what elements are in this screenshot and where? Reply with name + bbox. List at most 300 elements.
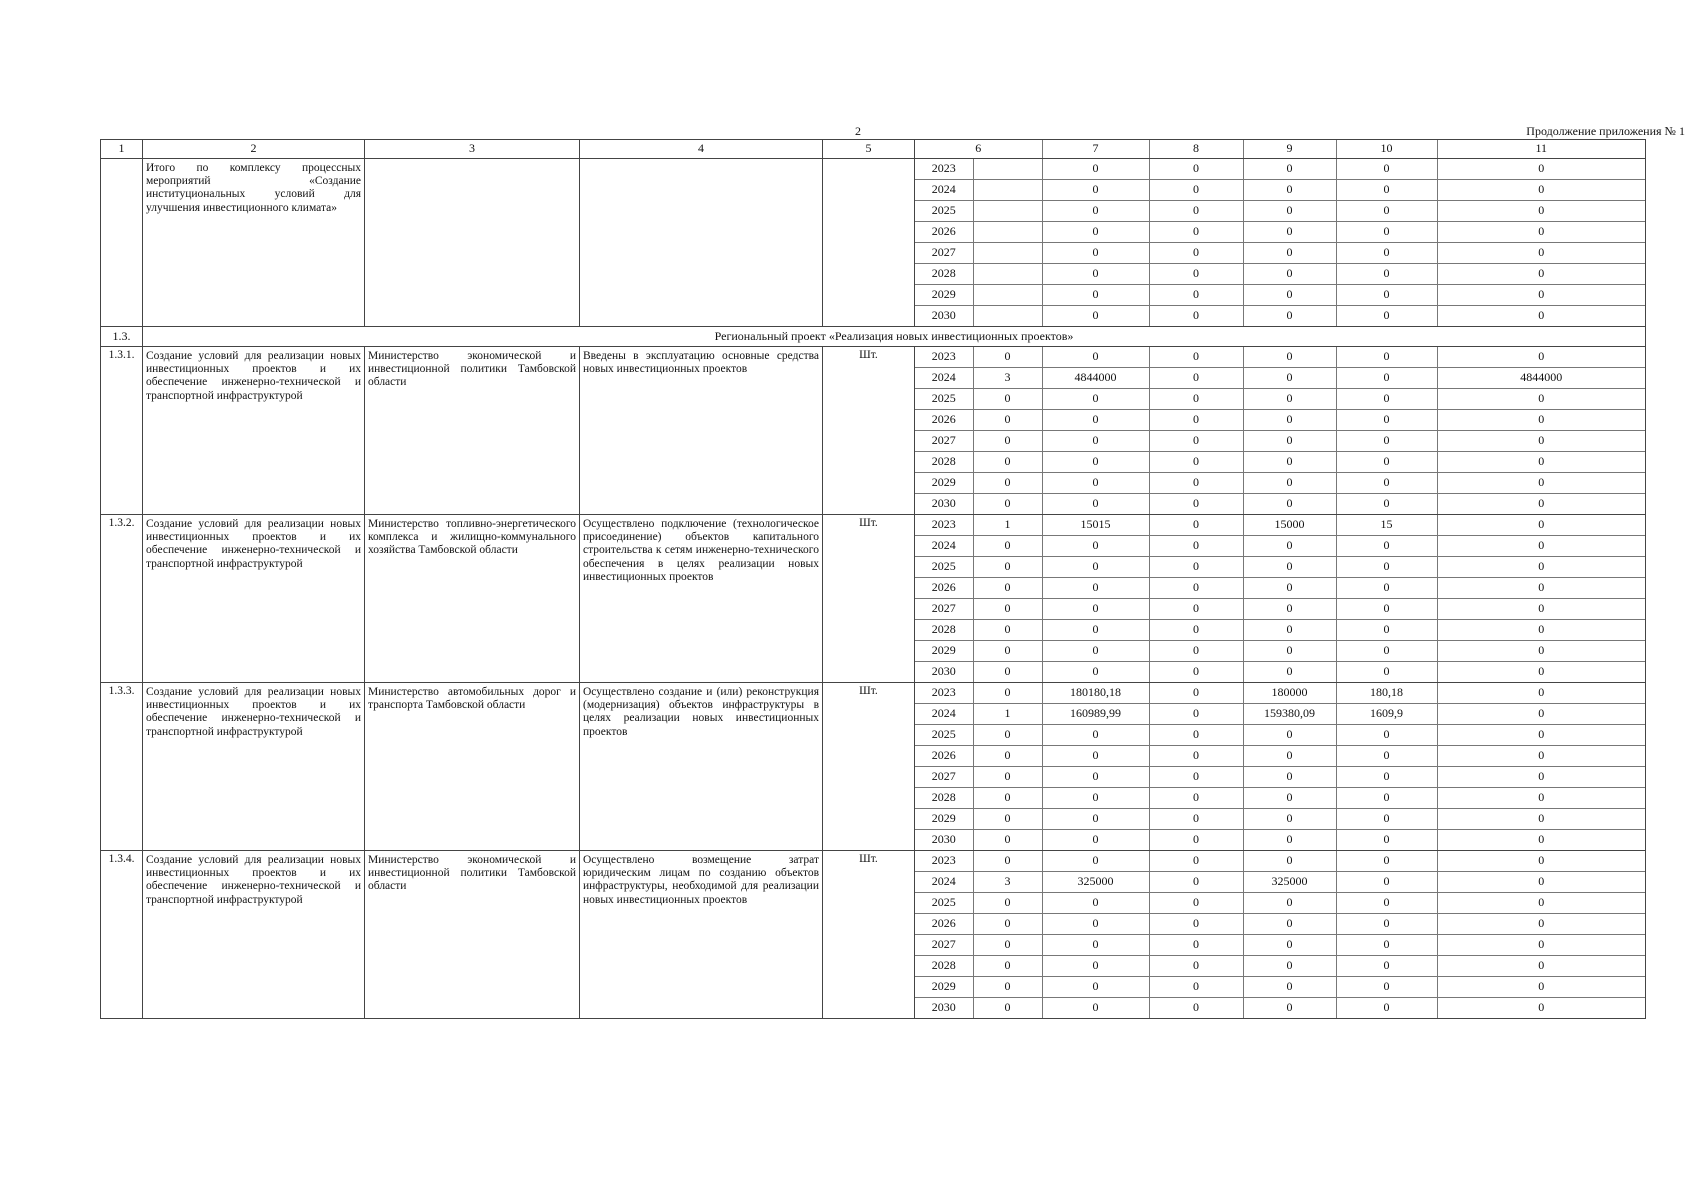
value-cell-c6 [973, 180, 1042, 201]
year-values-table [915, 347, 1645, 514]
value-cell-c10: 0 [1336, 578, 1437, 599]
measure-code: 1.3.4. [101, 851, 143, 1019]
year-row [915, 767, 1645, 788]
value-cell-c7: 0 [1042, 977, 1149, 998]
year-row [915, 285, 1645, 306]
value-cell-c7: 0 [1042, 347, 1149, 368]
value-cell-c7: 0 [1042, 264, 1149, 285]
value-cell-c8: 0 [1149, 935, 1243, 956]
year-cell: 2030 [915, 662, 973, 683]
header-col-7: 7 [1042, 140, 1149, 158]
year-cell: 2029 [915, 473, 973, 494]
year-cell: 2030 [915, 998, 973, 1019]
value-cell-c9: 0 [1243, 641, 1336, 662]
value-cell-c6 [973, 222, 1042, 243]
year-row [915, 222, 1645, 243]
value-cell-c11: 0 [1437, 347, 1645, 368]
value-cell-c6: 0 [973, 494, 1042, 515]
value-cell-c8: 0 [1149, 872, 1243, 893]
value-cell-c9: 325000 [1243, 872, 1336, 893]
value-cell-c6: 0 [973, 578, 1042, 599]
value-cell-c11: 0 [1538, 832, 1545, 847]
value-cell-c10: 0 [1336, 410, 1437, 431]
measure-values [915, 347, 1646, 515]
value-cell-c9: 0 [1243, 494, 1336, 515]
year-row [915, 872, 1645, 893]
value-cell-c11: 0 [1437, 620, 1645, 641]
year-row [915, 809, 1645, 830]
summary-unit [823, 159, 915, 327]
year-row [915, 306, 1645, 327]
value-cell-c7: 0 [1042, 662, 1149, 683]
value-cell-c7: 0 [1042, 180, 1149, 201]
value-cell-c6: 3 [973, 368, 1042, 389]
value-cell-c9: 0 [1243, 557, 1336, 578]
value-cell-c6: 0 [973, 851, 1042, 872]
value-cell-c10: 0 [1336, 285, 1437, 306]
value-cell-c8: 0 [1149, 389, 1243, 410]
measure-name: Создание условий для реализации новых инвестиционных проектов и их обеспечение инженерно-технической и транспортной инфраструктурой [143, 851, 365, 1019]
measure-code: 1.3.3. [101, 683, 143, 851]
value-cell-c6: 0 [973, 935, 1042, 956]
measure-unit: Шт. [823, 347, 915, 515]
value-cell-c8: 0 [1149, 851, 1243, 872]
value-cell-c7: 0 [1042, 222, 1149, 243]
year-row [915, 410, 1645, 431]
year-cell: 2025 [915, 725, 973, 746]
value-cell-c10: 0 [1336, 620, 1437, 641]
value-cell-c9: 0 [1243, 956, 1336, 977]
value-cell-c7: 0 [1042, 935, 1149, 956]
value-cell-c6 [973, 201, 1042, 222]
year-cell: 2030 [915, 494, 973, 515]
value-cell-c10: 0 [1336, 851, 1437, 872]
value-cell-c8: 0 [1149, 285, 1243, 306]
value-cell-c7: 0 [1042, 201, 1149, 222]
measure-block [101, 683, 1646, 851]
header-col-1: 1 [101, 140, 143, 159]
value-cell-c9: 0 [1243, 998, 1336, 1019]
value-cell-c9: 0 [1243, 347, 1336, 368]
value-cell-c6 [973, 285, 1042, 306]
value-cell-c11: 0 [1437, 515, 1645, 536]
year-cell: 2027 [915, 243, 973, 264]
value-cell-c6: 0 [973, 788, 1042, 809]
value-cell-c8: 0 [1149, 222, 1243, 243]
value-cell-c9: 0 [1243, 201, 1336, 222]
value-cell-c11: 0 [1437, 704, 1645, 725]
value-cell-c6 [973, 306, 1042, 327]
value-cell-c11: 0 [1437, 431, 1645, 452]
value-cell-c11: 0 [1437, 914, 1645, 935]
year-cell: 2028 [915, 788, 973, 809]
value-cell-c7: 0 [1042, 473, 1149, 494]
value-cell-c7: 0 [1042, 494, 1149, 515]
measure-unit: Шт. [823, 683, 915, 851]
measure-responsible: Министерство экономической и инвестиционной политики Тамбовской области [365, 851, 580, 1019]
measure-responsible: Министерство экономической и инвестиционной политики Тамбовской области [365, 347, 580, 515]
measure-unit: Шт. [823, 851, 915, 1019]
value-cell-c11: 0 [1437, 473, 1645, 494]
value-cell-c10: 0 [1336, 431, 1437, 452]
value-cell-c8: 0 [1149, 494, 1243, 515]
year-cell: 2029 [915, 641, 973, 662]
measure-values [915, 851, 1646, 1019]
value-cell-c9: 0 [1243, 368, 1336, 389]
value-cell-c10: 0 [1336, 389, 1437, 410]
measure-block [101, 347, 1646, 515]
value-cell-c10: 0 [1336, 536, 1437, 557]
value-cell-c6: 0 [973, 599, 1042, 620]
value-cell-c7: 0 [1042, 431, 1149, 452]
value-cell-c9: 0 [1243, 431, 1336, 452]
value-cell-c7: 0 [1042, 830, 1149, 851]
value-cell-c8: 0 [1149, 515, 1243, 536]
header-col-4: 4 [580, 140, 823, 159]
value-cell-c10: 180,18 [1336, 683, 1437, 704]
value-cell-c9: 159380,09 [1243, 704, 1336, 725]
value-cell-c10: 0 [1336, 201, 1437, 222]
value-cell-c11: 0 [1437, 893, 1645, 914]
summary-result [580, 159, 823, 327]
value-cell-c10: 0 [1336, 830, 1437, 851]
value-cell-c9: 0 [1243, 389, 1336, 410]
value-cell-c8: 0 [1149, 767, 1243, 788]
value-cell-c7: 0 [1042, 557, 1149, 578]
value-cell-c9: 0 [1243, 473, 1336, 494]
year-cell: 2023 [915, 683, 973, 704]
value-cell-c10: 0 [1336, 557, 1437, 578]
value-cell-c11: 0 [1437, 683, 1645, 704]
year-row [915, 620, 1645, 641]
value-cell-c6: 3 [973, 872, 1042, 893]
value-cell-c11: 0 [1437, 285, 1645, 306]
value-cell-c9: 0 [1243, 410, 1336, 431]
value-cell-c6: 0 [973, 410, 1042, 431]
value-cell-c6: 0 [973, 767, 1042, 788]
value-cell-c8: 0 [1149, 809, 1243, 830]
value-cell-c9: 0 [1243, 452, 1336, 473]
value-cell-c11: 0 [1437, 872, 1645, 893]
year-row [915, 473, 1645, 494]
value-cell-c10: 0 [1336, 767, 1437, 788]
value-cell-c11: 0 [1437, 536, 1645, 557]
value-cell-c10: 0 [1336, 368, 1437, 389]
year-values-table [915, 515, 1645, 682]
measure-result: Осуществлено возмещение затрат юридическим лицам по созданию объектов инфраструктуры, необходимой для реализации новых инвестиционных проектов [580, 851, 823, 1019]
header-col-3: 3 [365, 140, 580, 159]
measure-block [101, 515, 1646, 683]
value-cell-c10: 1609,9 [1336, 704, 1437, 725]
value-cell-c8: 0 [1149, 368, 1243, 389]
measure-values [915, 683, 1646, 851]
year-cell: 2026 [915, 746, 973, 767]
year-row [915, 830, 1645, 851]
year-cell: 2029 [915, 977, 973, 998]
value-cell-c9: 0 [1243, 578, 1336, 599]
value-cell-c7: 0 [1042, 914, 1149, 935]
value-cell-c7: 0 [1042, 389, 1149, 410]
value-cell-c7: 0 [1042, 998, 1149, 1019]
value-cell-c6: 0 [973, 809, 1042, 830]
value-cell-c9: 0 [1243, 306, 1336, 327]
value-cell-c9: 0 [1243, 893, 1336, 914]
value-cell-c10: 0 [1336, 872, 1437, 893]
measure-values [915, 515, 1646, 683]
value-cell-c8: 0 [1149, 893, 1243, 914]
header-col-6: 6 [915, 140, 1042, 158]
measure-result: Введены в эксплуатацию основные средства новых инвестиционных проектов [580, 347, 823, 515]
value-cell-c8: 0 [1149, 599, 1243, 620]
value-cell-c8: 0 [1149, 704, 1243, 725]
header-col-10: 10 [1336, 140, 1437, 158]
value-cell-c9: 0 [1243, 159, 1336, 180]
year-cell: 2023 [915, 851, 973, 872]
value-cell-c6: 0 [973, 347, 1042, 368]
year-row [915, 683, 1645, 704]
value-cell-c10: 0 [1336, 306, 1437, 327]
year-cell: 2030 [915, 306, 973, 327]
value-cell-c6: 0 [973, 893, 1042, 914]
value-cell-c9: 0 [1243, 809, 1336, 830]
value-cell-c6 [973, 264, 1042, 285]
value-cell-c8: 0 [1149, 914, 1243, 935]
year-row [915, 557, 1645, 578]
value-cell-c9: 0 [1243, 746, 1336, 767]
year-cell: 2024 [915, 368, 973, 389]
value-cell-c7: 0 [1042, 767, 1149, 788]
value-cell-c10: 0 [1336, 914, 1437, 935]
value-cell-c10: 0 [1336, 222, 1437, 243]
header-col-5: 5 [823, 140, 915, 159]
value-cell-c6: 0 [973, 452, 1042, 473]
year-cell: 2026 [915, 222, 973, 243]
year-cell: 2030 [915, 830, 973, 851]
value-cell-c11: 0 [1538, 496, 1545, 511]
value-cell-c7: 0 [1042, 788, 1149, 809]
year-cell: 2029 [915, 285, 973, 306]
value-cell-c10: 0 [1336, 494, 1437, 515]
year-cell: 2028 [915, 264, 973, 285]
year-row [915, 956, 1645, 977]
value-cell-c8: 0 [1149, 788, 1243, 809]
value-cell-c7: 0 [1042, 641, 1149, 662]
year-cell: 2024 [915, 536, 973, 557]
continuation-label: Продолжение приложения № 1 [1526, 124, 1685, 138]
measure-name: Создание условий для реализации новых инвестиционных проектов и их обеспечение инженерно-технической и транспортной инфраструктурой [143, 347, 365, 515]
value-cell-c10: 0 [1336, 935, 1437, 956]
year-row [915, 201, 1645, 222]
year-row [915, 347, 1645, 368]
summary-name: Итого по комплексу процессных мероприятий «Создание институциональных условий для улучшения инвестиционного климата» [143, 159, 365, 327]
year-row [915, 977, 1645, 998]
value-cell-c8: 0 [1149, 662, 1243, 683]
year-cell: 2023 [915, 347, 973, 368]
value-cell-c9: 0 [1243, 180, 1336, 201]
year-cell: 2024 [915, 872, 973, 893]
value-cell-c11: 0 [1437, 180, 1645, 201]
value-cell-c10: 0 [1336, 180, 1437, 201]
value-cell-c11: 0 [1437, 410, 1645, 431]
value-cell-c8: 0 [1149, 536, 1243, 557]
year-cell: 2027 [915, 935, 973, 956]
year-row [915, 641, 1645, 662]
measure-code: 1.3.2. [101, 515, 143, 683]
value-cell-c11: 0 [1437, 935, 1645, 956]
measure-responsible: Министерство топливно-энергетического комплекса и жилищно-коммунального хозяйства Тамбовской области [365, 515, 580, 683]
value-cell-c8: 0 [1149, 956, 1243, 977]
value-cell-c7: 0 [1042, 410, 1149, 431]
value-cell-c9: 0 [1243, 725, 1336, 746]
header-col-2: 2 [143, 140, 365, 159]
header-col-8: 8 [1149, 140, 1243, 158]
value-cell-c11: 0 [1437, 557, 1645, 578]
value-cell-c11: 0 [1437, 746, 1645, 767]
year-row [915, 159, 1645, 180]
value-cell-c11: 0 [1538, 664, 1545, 679]
value-cell-c7: 0 [1042, 578, 1149, 599]
value-cell-c7: 0 [1042, 725, 1149, 746]
value-cell-c10: 0 [1336, 473, 1437, 494]
year-cell: 2028 [915, 620, 973, 641]
value-cell-c7: 0 [1042, 809, 1149, 830]
value-cell-c8: 0 [1149, 159, 1243, 180]
year-row [915, 536, 1645, 557]
year-cell: 2025 [915, 201, 973, 222]
project-row [101, 327, 1646, 347]
value-cell-c11: 0 [1437, 159, 1645, 180]
value-cell-c7: 0 [1042, 452, 1149, 473]
value-cell-c8: 0 [1149, 180, 1243, 201]
value-cell-c8: 0 [1149, 264, 1243, 285]
year-row [915, 788, 1645, 809]
value-cell-c6: 0 [973, 830, 1042, 851]
year-row [915, 389, 1645, 410]
value-cell-c9: 180000 [1243, 683, 1336, 704]
value-cell-c10: 0 [1336, 788, 1437, 809]
value-cell-c9: 0 [1243, 830, 1336, 851]
value-cell-c10: 0 [1336, 725, 1437, 746]
value-cell-c7: 0 [1042, 620, 1149, 641]
value-cell-c6: 0 [973, 977, 1042, 998]
value-cell-c11: 0 [1437, 222, 1645, 243]
value-cell-c8: 0 [1149, 410, 1243, 431]
measure-responsible: Министерство автомобильных дорог и транспорта Тамбовской области [365, 683, 580, 851]
value-cell-c9: 0 [1243, 620, 1336, 641]
year-row [915, 599, 1645, 620]
value-cell-c9: 0 [1243, 767, 1336, 788]
value-cell-c10: 0 [1336, 998, 1437, 1019]
year-cell: 2026 [915, 914, 973, 935]
value-cell-c10: 0 [1336, 452, 1437, 473]
value-cell-c11: 4844000 [1437, 368, 1645, 389]
year-row [915, 998, 1645, 1019]
value-cell-c7: 0 [1042, 306, 1149, 327]
value-cell-c8: 0 [1149, 243, 1243, 264]
value-cell-c10: 0 [1336, 243, 1437, 264]
value-cell-c8: 0 [1149, 830, 1243, 851]
value-cell-c7: 0 [1042, 851, 1149, 872]
value-cell-c8: 0 [1149, 578, 1243, 599]
value-cell-c8: 0 [1149, 557, 1243, 578]
value-cell-c6: 0 [973, 557, 1042, 578]
value-cell-c9: 0 [1243, 851, 1336, 872]
year-row [915, 725, 1645, 746]
year-cell: 2026 [915, 410, 973, 431]
value-cell-c11: 0 [1437, 389, 1645, 410]
measure-unit: Шт. [823, 515, 915, 683]
value-cell-c6: 0 [973, 662, 1042, 683]
value-cell-c10: 0 [1336, 347, 1437, 368]
value-cell-c8: 0 [1149, 347, 1243, 368]
value-cell-c6 [973, 243, 1042, 264]
year-values-table [915, 683, 1645, 850]
year-cell: 2028 [915, 956, 973, 977]
year-row [915, 851, 1645, 872]
header-col-9: 9 [1243, 140, 1336, 158]
value-cell-c8: 0 [1149, 431, 1243, 452]
value-cell-c9: 0 [1243, 935, 1336, 956]
value-cell-c6: 0 [973, 998, 1042, 1019]
value-cell-c9: 0 [1243, 536, 1336, 557]
year-cell: 2029 [915, 809, 973, 830]
year-cell: 2025 [915, 389, 973, 410]
value-cell-c6: 0 [973, 641, 1042, 662]
value-cell-c9: 0 [1243, 599, 1336, 620]
value-cell-c7: 0 [1042, 893, 1149, 914]
year-cell: 2027 [915, 431, 973, 452]
program-table-body [101, 140, 1646, 1019]
value-cell-c8: 0 [1149, 725, 1243, 746]
value-cell-c6: 0 [973, 620, 1042, 641]
year-row [915, 662, 1645, 683]
measure-code: 1.3.1. [101, 347, 143, 515]
year-values-table [915, 159, 1645, 326]
measure-result: Осуществлено подключение (технологическое присоединение) объектов капитального строительства к сетям инженерно-технического обеспечения в целях реализации новых инвестиционных проектов [580, 515, 823, 683]
value-cell-c11: 0 [1437, 452, 1645, 473]
year-cell: 2028 [915, 452, 973, 473]
header-col-11: 11 [1535, 141, 1548, 156]
value-cell-c10: 15 [1336, 515, 1437, 536]
year-row [915, 452, 1645, 473]
value-cell-c11: 0 [1437, 264, 1645, 285]
year-cell: 2024 [915, 180, 973, 201]
header-row [101, 140, 1646, 159]
value-cell-c11: 0 [1538, 1000, 1545, 1015]
value-cell-c11: 0 [1437, 641, 1645, 662]
year-cell: 2025 [915, 893, 973, 914]
value-cell-c11: 0 [1437, 725, 1645, 746]
value-cell-c11: 0 [1437, 599, 1645, 620]
value-cell-c9: 0 [1243, 788, 1336, 809]
value-cell-c10: 0 [1336, 264, 1437, 285]
value-cell-c6 [973, 159, 1042, 180]
summary-code [101, 159, 143, 327]
value-cell-c11: 0 [1437, 767, 1645, 788]
value-cell-c6: 0 [973, 536, 1042, 557]
summary-org [365, 159, 580, 327]
value-cell-c8: 0 [1149, 473, 1243, 494]
value-cell-c9: 0 [1243, 662, 1336, 683]
value-cell-c8: 0 [1149, 620, 1243, 641]
value-cell-c6: 0 [973, 746, 1042, 767]
value-cell-c9: 0 [1243, 222, 1336, 243]
value-cell-c10: 0 [1336, 159, 1437, 180]
value-cell-c11: 0 [1437, 578, 1645, 599]
measure-name: Создание условий для реализации новых инвестиционных проектов и их обеспечение инженерно-технической и транспортной инфраструктурой [143, 683, 365, 851]
value-cell-c7: 0 [1042, 599, 1149, 620]
value-cell-c7: 0 [1042, 746, 1149, 767]
